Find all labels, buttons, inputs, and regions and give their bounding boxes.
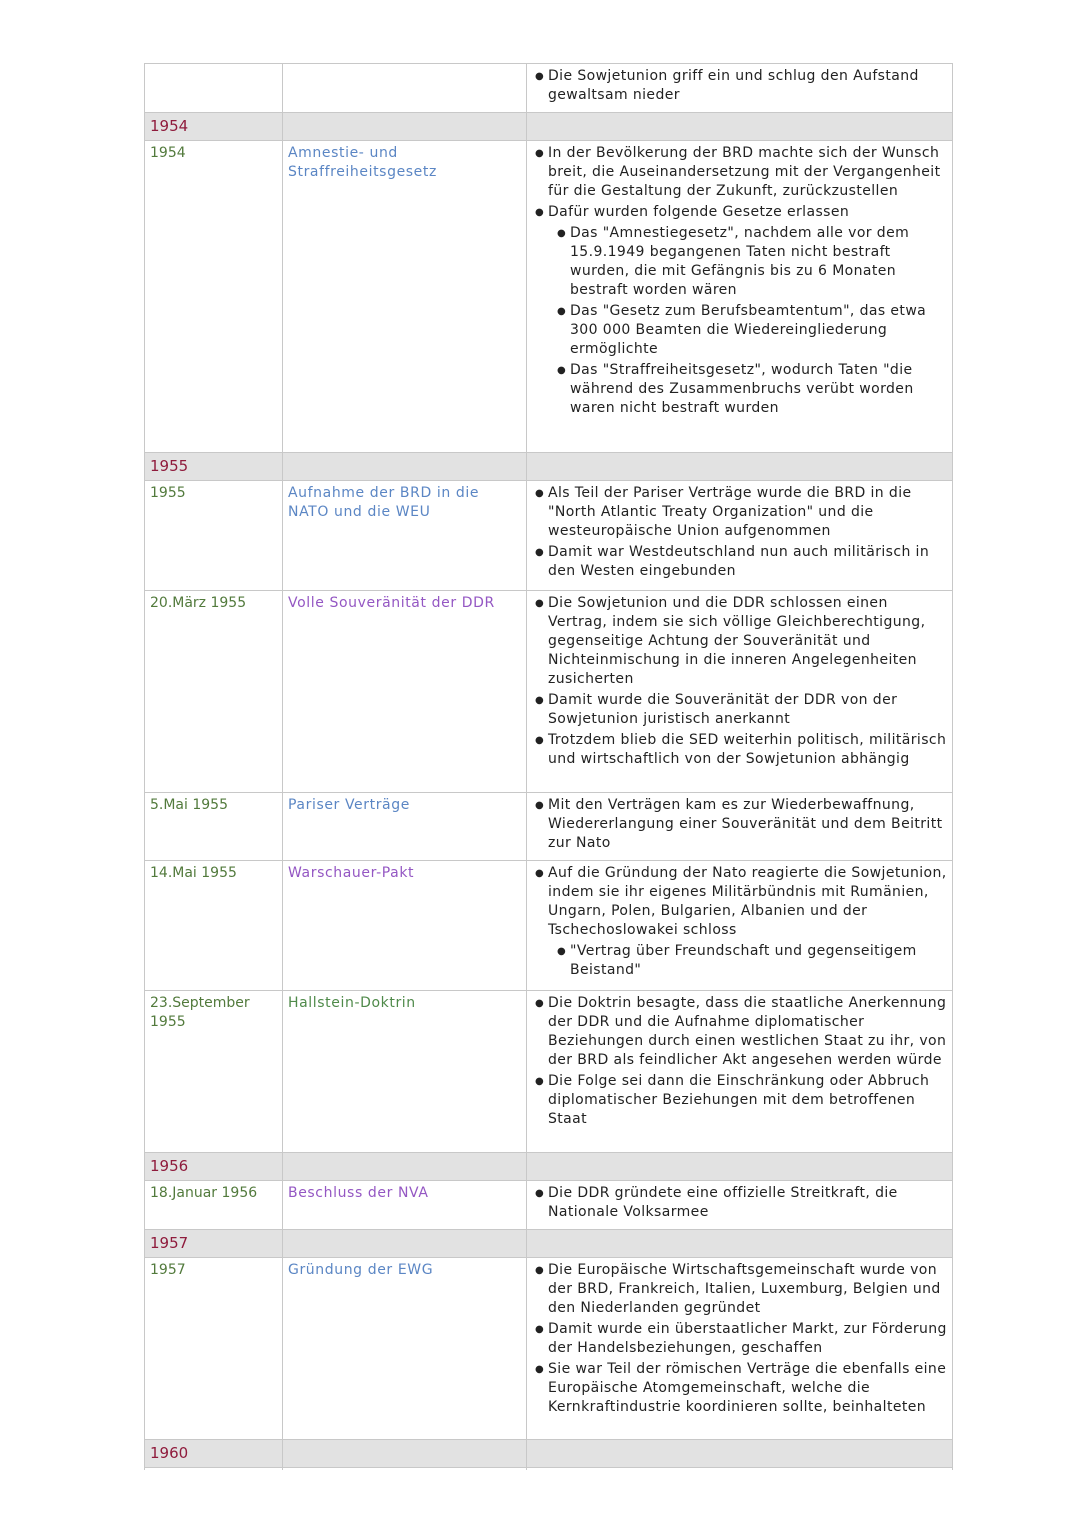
description-cell [527, 1181, 953, 1230]
event-date: 18.Januar 1956 [145, 1181, 283, 1230]
bullet-item: ● Die Doktrin besagte, dass die staatliche Anerkennung der DDR und die Aufnahme diplomatischer Beziehungen durch einen westlichen Staat zu ihr, von der BRD als feindlicher Akt angesehen werden würde [548, 994, 947, 1070]
bullet-item: ● Auf die Gründung der Nato reagierte die Sowjetunion, indem sie ihr eigenes Militärbündnis mit Rumänien, Ungarn, Polen, Bulgarien, Albanien und der Tschechoslowakei schloss [548, 864, 947, 940]
event-date: 14.Mai 1955 [145, 861, 283, 991]
description-cell [527, 141, 953, 453]
year-header-row [145, 113, 953, 141]
event-topic: Amnestie- und Straffreiheitsgesetz [283, 141, 527, 453]
bullet-item: ● Trotzdem blieb die SED weiterhin politisch, militärisch und wirtschaftlich von der Sowjetunion abhängig [548, 731, 947, 769]
bullet-item: ● Damit wurde die Souveränität der DDR von der Sowjetunion juristisch anerkannt [548, 691, 947, 729]
table-row [145, 481, 953, 591]
event-topic: Volle Souveränität der DDR [283, 591, 527, 793]
bullet-item: ● In der Bevölkerung der BRD machte sich der Wunsch breit, die Auseinandersetzung mit der Vergangenheit für die Gestaltung der Zukunft, zurückzustellen [548, 144, 947, 201]
bullet-item: ● Mit den Verträgen kam es zur Wiederbewaffnung, Wiedererlangung einer Souveränität und dem Beitritt zur Nato [548, 796, 947, 853]
event-topic: Aufnahme der BRD in die NATO und die WEU [283, 481, 527, 591]
event-topic: Warschauer-Pakt [283, 861, 527, 991]
sub-bullet-item: ● Das "Gesetz zum Berufsbeamtentum", das etwa 300 000 Beamten die Wiedereingliederung ermöglichte [570, 302, 947, 359]
event-date: 1957 [145, 1258, 283, 1440]
event-date: 1955 [145, 481, 283, 591]
description-cell [527, 1258, 953, 1440]
year-label: 1957 [145, 1230, 283, 1258]
table-row [145, 141, 953, 453]
table-row [145, 1181, 953, 1230]
description-cell [527, 64, 953, 113]
bullet-item: ● Dafür wurden folgende Gesetze erlassen [548, 203, 947, 222]
table-row [145, 64, 953, 113]
year-label: 1955 [145, 453, 283, 481]
year-header-row [145, 1153, 953, 1181]
description-cell [527, 991, 953, 1153]
description-cell [527, 591, 953, 793]
date-cell [145, 64, 283, 113]
topic-cell [283, 64, 527, 113]
event-date: 1954 [145, 141, 283, 453]
bullet-item: ● Die DDR gründete eine offizielle Streitkraft, die Nationale Volksarmee [548, 1184, 947, 1222]
bullet-item: ● Damit wurde ein überstaatlicher Markt, zur Förderung der Handelsbeziehungen, geschaffen [548, 1320, 947, 1358]
year-label: 1954 [145, 113, 283, 141]
event-topic: Beschluss der NVA [283, 1181, 527, 1230]
table-row [145, 793, 953, 861]
bullet-item: ● Die Folge sei dann die Einschränkung oder Abbruch diplomatischer Beziehungen mit dem betroffenen Staat [548, 1072, 947, 1129]
event-topic: Gründung der EWG [283, 1258, 527, 1440]
year-label: 1960 [145, 1440, 283, 1468]
year-header-row [145, 1230, 953, 1258]
timeline-table [144, 63, 953, 1470]
table-row [145, 1468, 953, 1471]
sub-bullet-item: ● Das "Straffreiheitsgesetz", wodurch Taten "die während des Zusammenbruchs verübt worden waren nicht bestraft wurden [570, 361, 947, 418]
event-date: 5.Mai 1955 [145, 793, 283, 861]
event-topic: Pariser Verträge [283, 793, 527, 861]
event-date: 20.März 1955 [145, 591, 283, 793]
year-header-row [145, 1440, 953, 1468]
table-row [145, 1258, 953, 1440]
description-cell [527, 481, 953, 591]
table-row [145, 861, 953, 991]
event-topic: Hallstein-Doktrin [283, 991, 527, 1153]
description-cell [527, 861, 953, 991]
description-cell [527, 793, 953, 861]
bullet-item: ● Sie war Teil der römischen Verträge die ebenfalls eine Europäische Atomgemeinschaft, welche die Kernkraftindustrie koordinieren sollte, beinhalteten [548, 1360, 947, 1417]
sub-bullet-item: ● Das "Amnestiegesetz", nachdem alle vor dem 15.9.1949 begangenen Taten nicht bestraft wurden, die mit Gefängnis bis zu 6 Monaten bestraft worden wären [570, 224, 947, 300]
bullet-item: ● Die Sowjetunion griff ein und schlug den Aufstand gewaltsam nieder [548, 67, 947, 105]
table-row [145, 591, 953, 793]
bullet-item: ● Die Europäische Wirtschaftsgemeinschaft wurde von der BRD, Frankreich, Italien, Luxemburg, Belgien und den Niederlanden gegründet [548, 1261, 947, 1318]
year-label: 1956 [145, 1153, 283, 1181]
table-row [145, 991, 953, 1153]
bullet-item: ● Als Teil der Pariser Verträge wurde die BRD in die "North Atlantic Treaty Organization" und die westeuropäische Union aufgenommen [548, 484, 947, 541]
event-date: 23.September 1955 [145, 991, 283, 1153]
bullet-item: ● Die Sowjetunion und die DDR schlossen einen Vertrag, indem sie sich völlige Gleichberechtigung, gegenseitige Achtung der Souveränität und Nichteinmischung in die inneren Angelegenheiten zusicherten [548, 594, 947, 689]
year-header-row [145, 453, 953, 481]
bullet-item: ● Damit war Westdeutschland nun auch militärisch in den Westen eingebunden [548, 543, 947, 581]
sub-bullet-item: ● "Vertrag über Freundschaft und gegenseitigem Beistand" [570, 942, 947, 980]
